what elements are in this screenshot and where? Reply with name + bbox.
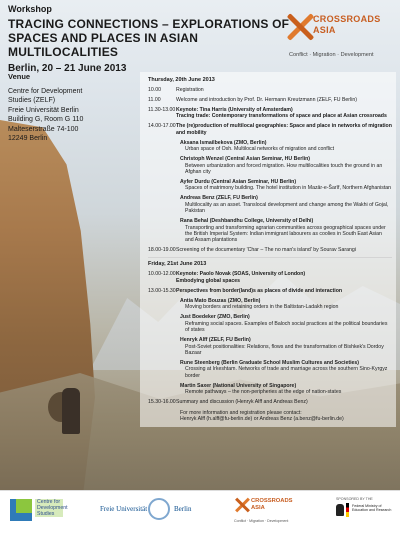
poster-header: [8, 4, 308, 74]
speaker-name: Henryk Alff (ZELF, FU Berlin): [180, 337, 251, 344]
talk-title: Multilocality as an asset. Translocal development and change among the Wakhi of Gojal, Pakistan: [185, 201, 389, 215]
fu-logo-left-text: Freie Universität: [100, 505, 148, 513]
summary-text: Summary and discussion (Henryk Alff and Andreas Benz): [176, 399, 308, 406]
logo-name-line2: ASIA: [313, 25, 336, 35]
keynote-talk: Embodying global spaces: [176, 277, 240, 284]
speaker-name: Just Boedeker (ZMO, Berlin): [180, 314, 250, 321]
talk-title: Post-Soviet positionalities: Relations, flows and the transformation of Bishkek's Dordoy Bazaar: [185, 343, 384, 356]
speaker-entry: [180, 298, 392, 311]
schedule-row: [144, 288, 392, 294]
zelf-logo-icon: [10, 499, 32, 521]
speaker-name: Rune Steenberg (Berlin Graduate School Muslim Cultures and Societies): [180, 359, 360, 366]
speaker-entry: [180, 337, 392, 356]
schedule-text: Registration: [176, 87, 204, 93]
schedule-row: [144, 399, 392, 405]
talk-title: Moving borders and retaining orders in the Baltistan-Ladakh region: [185, 304, 339, 311]
eagle-icon: [336, 504, 344, 516]
venue-line: Studies (ZELF): [8, 97, 56, 104]
schedule-row: [144, 123, 392, 136]
speaker-name: Christoph Wenzel (Central Asian Seminar, HU Berlin): [180, 156, 310, 163]
venue-line: Building G, Room G 110: [8, 116, 84, 123]
speaker-name: Rana Behal (Deshbandhu College, University of Delhi): [180, 218, 314, 225]
crossroads-x-icon: [283, 10, 317, 44]
german-flag-icon: [346, 503, 349, 517]
speaker-name: Antía Mato Bouzas (ZMO, Berlin): [180, 297, 261, 304]
speaker-entry: [180, 140, 392, 153]
venue-title: Venue: [8, 72, 31, 81]
schedule-time: 10.00-12.00: [148, 271, 176, 278]
crossroads-asia-logo: [283, 8, 395, 68]
speaker-name: Martin Saxer (National University of Singapore): [180, 382, 297, 389]
speaker-entry: [180, 195, 392, 214]
speaker-name: Aksana Ismailbekova (ZMO, Berlin): [180, 139, 267, 146]
keynote-talk: Tracing trade: Contemporary transformations of space and place at Asian crossroads: [176, 113, 387, 120]
speaker-entry: [180, 179, 392, 192]
day1-heading: Thursday, 20th June 2013: [148, 77, 215, 83]
screening-text: Screening of the documentary 'Char – The no man's island' by Sourav Sarangi: [176, 247, 356, 254]
bmbf-text: Federal Ministry of Education and Research: [352, 504, 392, 513]
speaker-entry: [180, 156, 392, 175]
speaker-name: Ayfer Durdu (Central Asian Seminar, HU Berlin): [180, 179, 297, 186]
talk-title: Remote pathways – the non-peripheries at the edge of nation-states: [185, 389, 342, 396]
schedule-time: 14.00-17.00: [148, 123, 176, 130]
contact-line: For more information and registration please contact:: [180, 409, 302, 416]
talk-title: Transporting and transforming agrarian communities across geographical spaces under the British Imperial System: Indian immigrant labourers as coolies in South East Asian and Assam plantations: [185, 224, 386, 244]
zelf-logo-text: Centre for Development Studies: [37, 499, 68, 517]
schedule-time: 11.00: [148, 97, 161, 103]
venue-block: [8, 72, 128, 144]
schedule-text: Welcome and introduction by Prof. Dr. Hermann Kreutzmann (ZELF, FU Berlin): [176, 97, 357, 103]
schedule-row: [144, 107, 392, 120]
logo-tagline: Conflict · Migration · Development: [289, 52, 374, 58]
talk-title: Spaces of matrimony building. The hotel institution in Mazār-e-Šarīf, Northern Afghanistan: [185, 185, 392, 192]
crossroads-x-icon: [234, 496, 252, 514]
speaker-entry: [180, 218, 392, 244]
schedule-time: 15.30-16.00: [148, 399, 176, 406]
session-title: The (re)production of multilocal geographies: Space and place in networks of migration and mobility: [176, 123, 392, 136]
schedule-row: [144, 271, 392, 284]
poster-title: [8, 17, 308, 59]
contact-emails[interactable]: Henryk Alff (h.alff@fu-berlin.de) or Andreas Benz (a.benz@fu-berlin.de): [180, 416, 344, 423]
talk-title: Crossing at Irkeshtam. Networks of trade and marriage across the southern Sino-Kyrgyz border: [185, 366, 388, 379]
venue-line: Centre for Development: [8, 87, 83, 95]
sponsor-footer: [0, 490, 400, 533]
bmbf-sponsor-label: SPONSORED BY THE: [336, 497, 373, 501]
speaker-name: Andreas Benz (ZELF, FU Berlin): [180, 195, 258, 202]
talk-title: Between urbanization and forced migration. How multilocalities touch the ground in an Afghan city: [185, 162, 383, 176]
speaker-entry: [180, 314, 392, 333]
schedule-time: 11.30-13.00: [148, 107, 176, 113]
speaker-entry: [180, 383, 392, 396]
venue-line: Malteserstraße 74-100: [8, 125, 79, 133]
contact-info: [180, 410, 392, 423]
talk-title: Reframing social spaces. Examples of Baloch social practices at the political boundaries of states: [185, 320, 388, 334]
schedule-time: 10.00: [148, 87, 161, 93]
venue-line: 12249 Berlin: [8, 135, 48, 142]
fu-logo-right-text: Berlin: [174, 505, 192, 513]
schedule-row: [144, 87, 392, 93]
venue-line: Freie Universität Berlin: [8, 106, 79, 114]
background-porter-figure: [62, 388, 80, 434]
title-line-1: TRACING CONNECTIONS – EXPLORATIONS OF: [8, 17, 290, 31]
workshop-label: Workshop: [8, 4, 52, 14]
logo-name-line1: CROSSROADS: [313, 14, 381, 24]
schedule-time: 18.00-19.00: [148, 247, 176, 254]
talk-title: Urban space of Osh. Multilocal networks of migration and conflict: [185, 146, 335, 153]
day2-heading: Friday, 21st June 2013: [148, 257, 392, 267]
keynote-title: Keynote: Tina Harris (University of Amsterdam): [176, 107, 293, 113]
crossroads-footer-logo: CROSSROADS ASIA Conflict · Migration · Development: [234, 498, 293, 523]
session-title: Perspectives from border(land)s as places of divide and interaction: [176, 287, 343, 294]
bmbf-logo: [336, 497, 396, 529]
title-line-2: SPACES AND PLACES IN ASIAN MULTILOCALITIES: [8, 31, 199, 59]
schedule-time: 13.00-15.30: [148, 287, 176, 294]
fu-seal-icon: [148, 498, 170, 520]
keynote-title: Keynote: Paolo Novak (SOAS, University of London): [176, 271, 306, 278]
schedule-row: [144, 97, 392, 103]
program-panel: [140, 72, 396, 427]
speaker-entry: [180, 360, 392, 379]
schedule-row: [144, 247, 392, 253]
event-dates: Berlin, 20 – 21 June 2013: [8, 63, 127, 74]
